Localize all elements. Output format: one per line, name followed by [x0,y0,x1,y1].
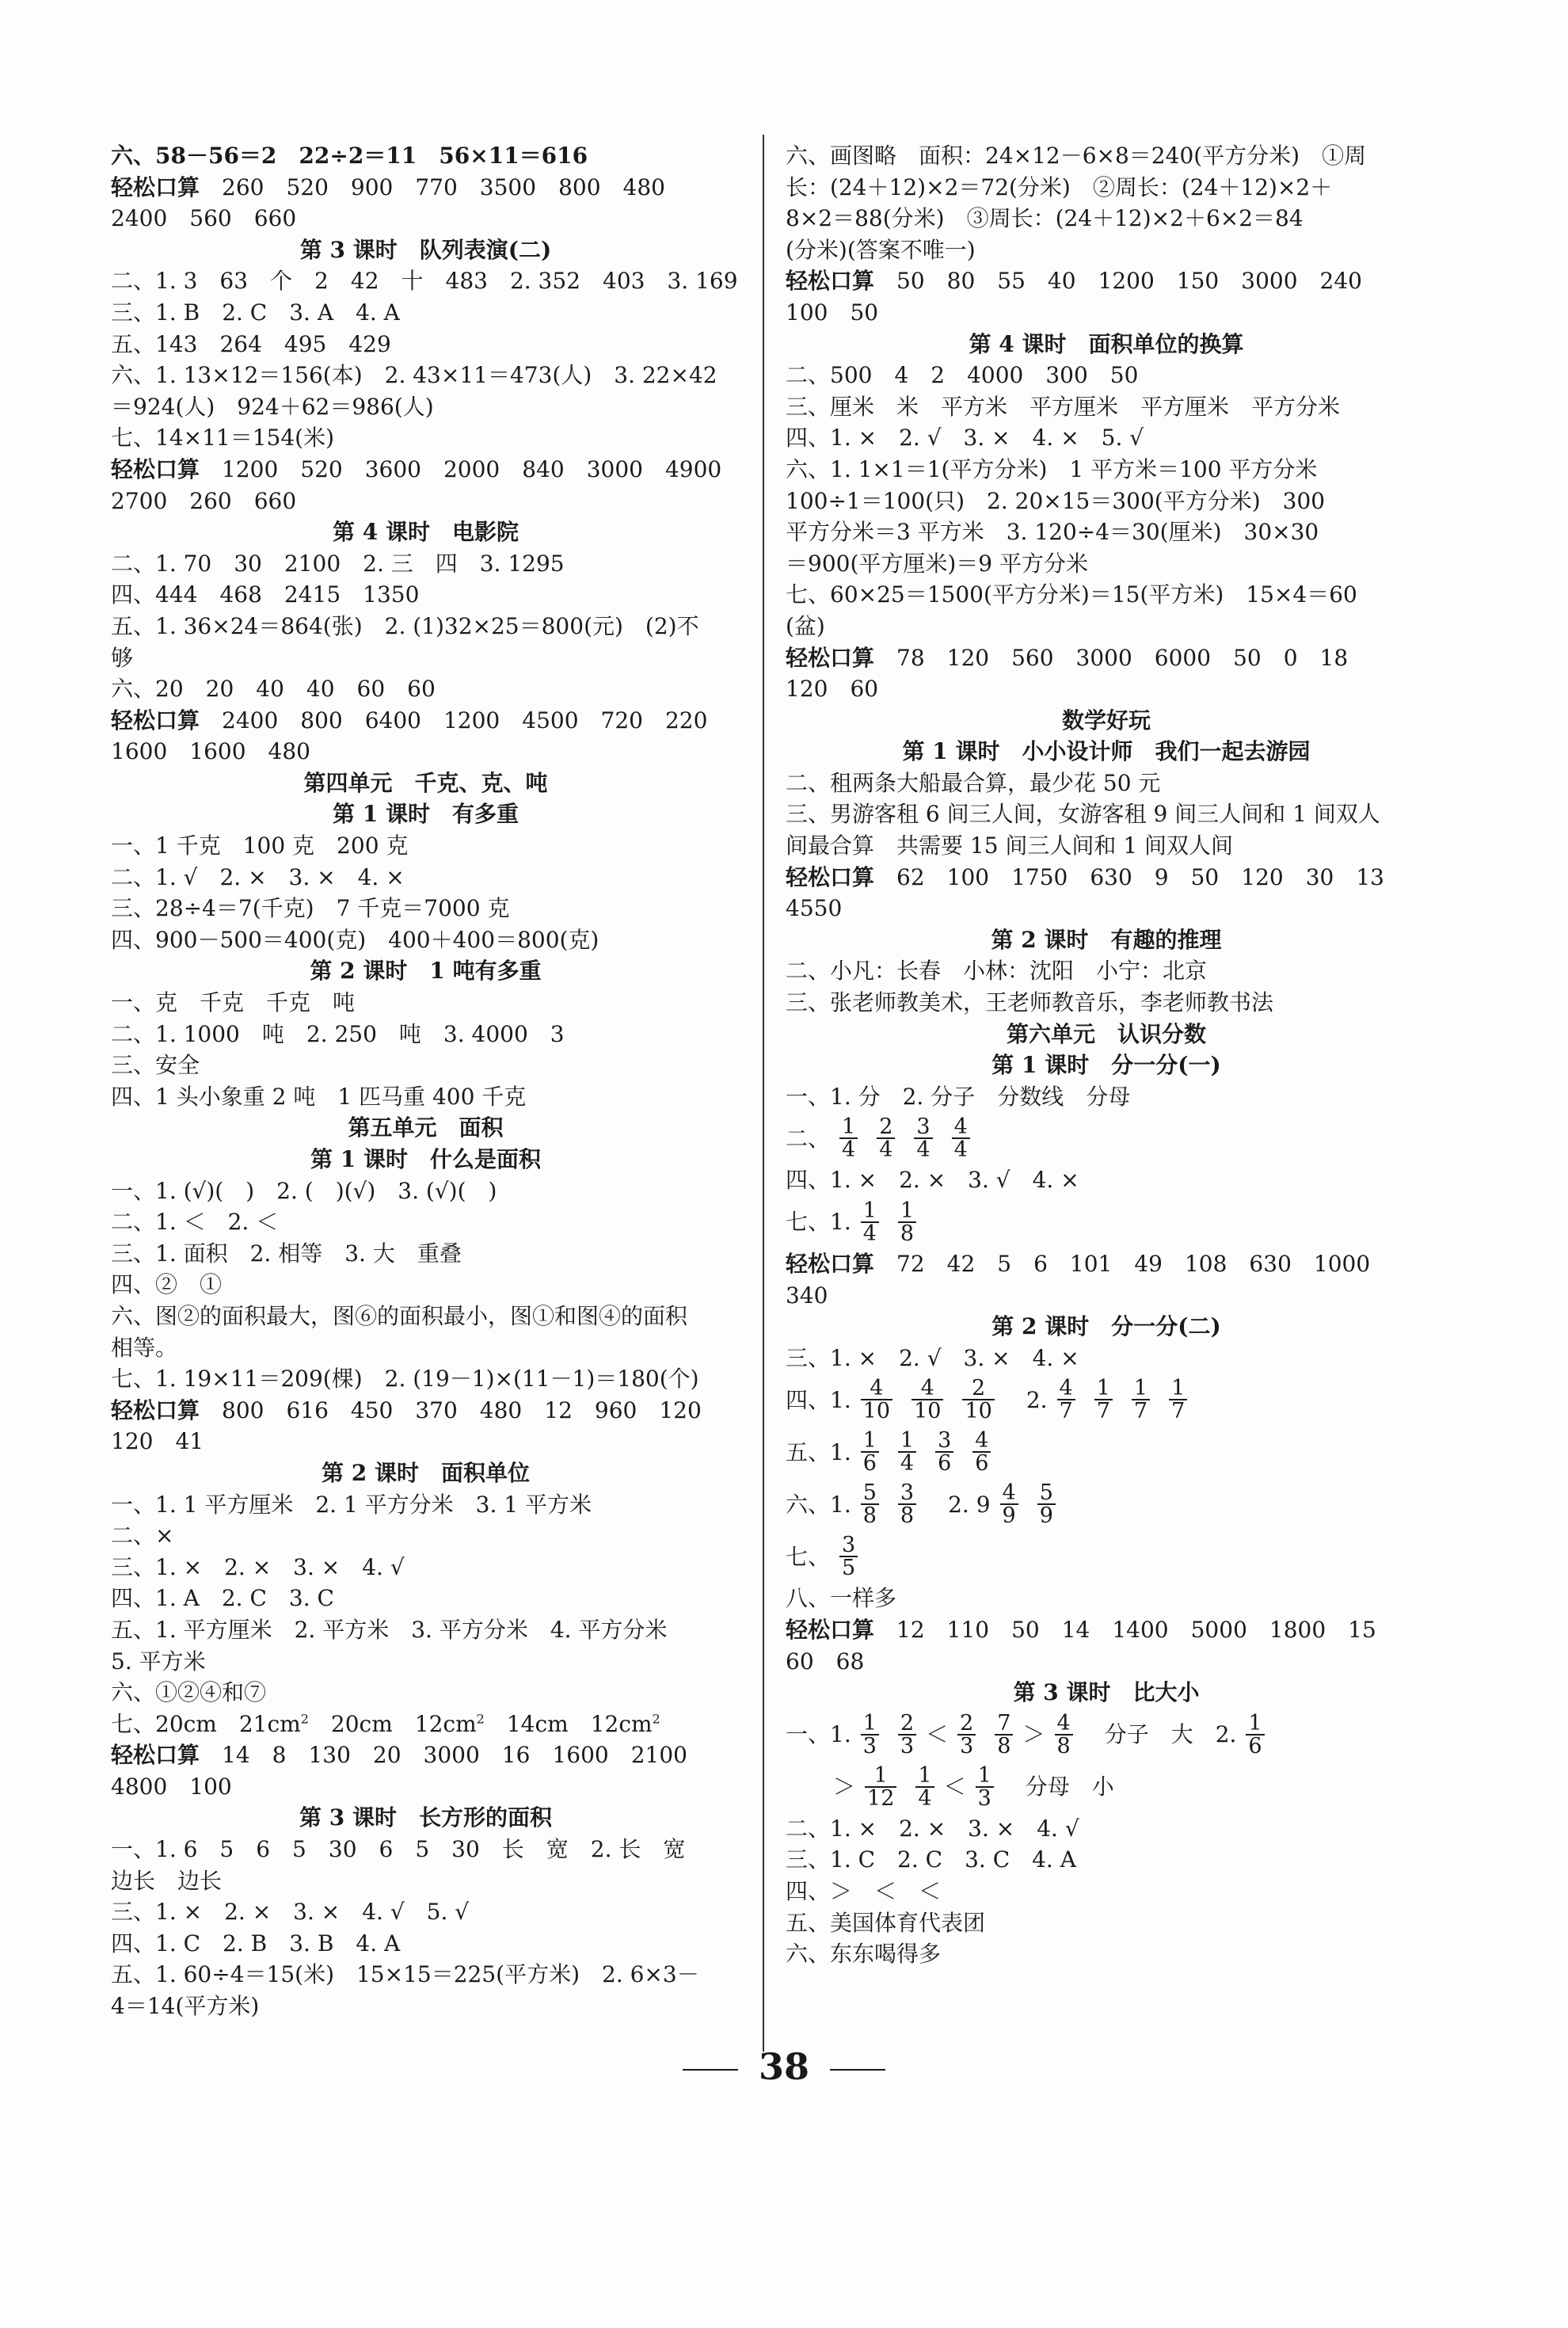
fraction [976,1762,994,1811]
fraction-denominator: 4 [952,1137,970,1160]
answer-line: 五、美国体育代表团 [786,1909,986,1936]
answer-line: 五、1. 平方厘米 2. 平方米 3. 平方分米 4. 平方分米 [111,1616,668,1643]
fraction-numerator: 1 [842,1114,856,1140]
lesson-heading: 第 1 课时 什么是面积 [310,1146,541,1172]
fraction [861,1200,879,1244]
answer-line: 三、1. C 2. C 3. C 4. A [786,1846,1076,1873]
fraction-numerator: 1 [977,1762,991,1788]
answer-line: 二、1. 1000 吨 2. 250 吨 3. 4000 3 [111,1020,565,1047]
fraction-numerator: 1 [873,1762,888,1788]
fraction-numerator: 7 [997,1710,1011,1736]
fraction-numerator: 3 [842,1533,856,1558]
answer-line: 二、1. × 2. × 3. × 4. √ [786,1815,1079,1842]
fraction-numerator: 4 [975,1428,989,1454]
fraction-denominator: 8 [1055,1734,1073,1757]
fraction-numerator: 4 [953,1114,968,1140]
fraction [914,1114,932,1163]
lesson-heading: 第 4 课时 面积单位的换算 [969,330,1244,357]
answer-line: 三、男游客租 6 间三人间，女游客租 9 间三人间和 1 间双人 [786,801,1380,828]
kousuan-label: 轻松口算 [111,707,200,733]
fraction [1132,1377,1150,1422]
fraction-numerator: 1 [900,1198,915,1223]
answer-line: 四、＞ ＜ ＜ [786,1877,942,1904]
page-number: 38 [0,2052,1568,2083]
fraction-numerator: 1 [1248,1710,1262,1736]
answer-line: 平方分米＝3 平方米 3. 120÷4＝30(厘米) 30×30 [786,519,1319,546]
fraction [935,1430,953,1474]
kousuan-label: 轻松口算 [111,455,200,482]
answer-line: 120 60 [786,676,879,703]
fraction-numerator: 1 [1096,1376,1110,1401]
fraction-denominator: 12 [865,1786,896,1809]
fraction-numerator: 3 [938,1428,952,1454]
fraction-numerator: 2 [960,1710,974,1736]
lesson-heading: 第 3 课时 长方形的面积 [299,1804,552,1831]
answer-line: 四、1. × 2. × 3. √ 4. × [786,1167,1079,1194]
fraction [861,1377,892,1422]
answer-line: 三、1. × 2. √ 3. × 4. × [786,1344,1079,1371]
answer-line: 相等。 [111,1334,178,1361]
answer-line: 六、东东喝得多 [786,1941,942,1968]
answer-line: 七、20cm $21cm^2$ 20cm $12cm^2$ 14cm $12cm^2$ [111,1710,660,1737]
fraction [861,1430,879,1474]
kousuan-label: 轻松口算 [111,1742,200,1769]
fraction [1246,1710,1264,1758]
fraction [1094,1377,1113,1422]
answer-line: 八、一样多 [786,1585,897,1612]
fraction-denominator: 3 [861,1734,879,1757]
fraction-denominator: 6 [1246,1734,1264,1757]
answer-line: 二、1. ＜ 2. ＜ [111,1209,279,1236]
fraction-line: ＞ $\frac{1}{12}$ $\frac{1}{4}$ ＜ $\frac{1}{3}$ 分母 小 [833,1762,1114,1811]
answer-line: 五、1. 36×24＝864(张) 2. (1)32×25＝800(元) (2)不 [111,612,699,639]
answer-line: 四、1. A 2. C 3. C [111,1585,334,1612]
answer-line: 三、28÷4＝7(千克) 7 千克＝7000 克 [111,895,510,922]
answer-line: 2700 260 660 [111,487,297,514]
fraction-denominator: 7 [1169,1399,1187,1422]
fraction [1055,1710,1073,1758]
lesson-heading: 第 1 课时 分一分(一) [991,1052,1221,1079]
kousuan-label: 轻松口算 [786,863,875,890]
lesson-heading: 第 1 课时 有多重 [333,801,519,828]
answer-line: 一、1 千克 100 克 200 克 [111,833,409,859]
fraction-numerator: 1 [862,1198,877,1223]
lesson-heading: 第 4 课时 电影院 [333,519,519,546]
answer-line: 三、1. B 2. C 3. A 4. A [111,299,400,326]
answer-line: 二、1. √ 2. × 3. × 4. × [111,863,405,890]
page-number-dash [683,2069,738,2071]
fraction-denominator: 7 [1132,1399,1150,1422]
fraction-denominator: 8 [861,1503,879,1526]
answer-line: 够 [111,644,134,671]
answer-line: 三、1. 面积 2. 相等 3. 大 重叠 [111,1240,462,1267]
answer-line: 轻松口算 2400 800 6400 1200 4500 720 220 [111,707,708,733]
fraction-numerator: 4 [870,1376,884,1401]
answer-line: 轻松口算 260 520 900 770 3500 800 480 [111,173,665,200]
unit-heading: 第六单元 认识分数 [1006,1020,1206,1047]
lesson-heading: 第 1 课时 小小设计师 我们一起去游园 [902,738,1311,765]
kousuan-label: 轻松口算 [786,644,875,671]
kousuan-label: 轻松口算 [111,1396,200,1423]
lesson-heading: 第 2 课时 分一分(二) [991,1313,1221,1340]
fraction-numerator: 1 [862,1710,877,1736]
fraction-denominator: 4 [877,1137,895,1160]
fraction-denominator: 5 [839,1556,858,1579]
answer-line: 4＝14(平方米) [111,1993,260,2020]
fraction-numerator: 2 [879,1114,893,1140]
fraction [839,1114,858,1163]
answer-line: 三、厘米 米 平方米 平方厘米 平方厘米 平方分米 [786,393,1341,420]
fraction-numerator: 1 [1133,1376,1148,1401]
answer-line: 三、张老师教美术，王老师教音乐，李老师教书法 [786,989,1274,1016]
answer-line: 100÷1＝100(只) 2. 20×15＝300(平方分米) 300 [786,487,1326,514]
fraction [957,1710,976,1758]
answer-line: 二、1. 70 30 2100 2. 三 四 3. 1295 [111,550,565,577]
answer-line: 轻松口算 800 616 450 370 480 12 960 120 [111,1396,702,1423]
fraction [1169,1377,1187,1422]
fraction-numerator: 5 [862,1480,877,1506]
answer-line: 五、1. 60÷4＝15(米) 15×15＝225(平方米) 2. 6×3－ [111,1961,699,1988]
fraction [952,1114,970,1163]
fraction-denominator: 6 [861,1451,879,1474]
fraction-denominator: 9 [1037,1503,1056,1526]
fraction-denominator: 10 [962,1399,994,1422]
lesson-heading: 第 3 课时 队列表演(二) [299,236,552,263]
fraction [972,1430,991,1474]
fraction-numerator: 2 [972,1376,986,1401]
fraction [1057,1377,1075,1422]
answer-line: 六、58－56＝2 22÷2＝11 56×11＝616 [111,143,588,169]
fraction-denominator: 7 [1094,1399,1113,1422]
kousuan-label: 轻松口算 [786,1616,875,1643]
answer-line: 轻松口算 62 100 1750 630 9 50 120 30 13 [786,863,1384,890]
fraction [995,1710,1013,1758]
answer-line: 四、1. C 2. B 3. B 4. A [111,1930,401,1957]
fraction-numerator: 3 [900,1480,915,1506]
answer-line: 4550 [786,895,843,922]
fraction [1000,1480,1018,1529]
right-column [786,140,1427,1970]
fraction-numerator: 4 [1002,1480,1016,1506]
answer-line: 四、900－500＝400(克) 400＋400＝800(克) [111,926,599,953]
answer-line: 5. 平方米 [111,1648,206,1675]
fraction [1037,1480,1056,1529]
fraction-line: 四、1. $\frac{4}{10}$ $\frac{4}{10}$ $\frac{2}{10}$ 2. $\frac{4}{7}$ $\frac{1}{7}$ $\frac{1}{7}$ $\frac{1}{7}$ [786,1374,1427,1426]
answer-line: 轻松口算 50 80 55 40 1200 150 3000 240 [786,268,1362,295]
kousuan-label: 轻松口算 [786,1251,875,1277]
fraction [915,1762,934,1811]
fraction-line: 二、 $\frac{1}{4}$ $\frac{2}{4}$ $\frac{3}{4}$ $\frac{4}{4}$ [786,1112,1427,1164]
answer-line: 边长 边长 [111,1867,223,1894]
answer-line: 轻松口算 12 110 50 14 1400 5000 1800 15 [786,1616,1376,1643]
answer-line: 轻松口算 78 120 560 3000 6000 50 0 18 [786,644,1349,671]
fraction-denominator: 4 [914,1137,932,1160]
fraction [962,1377,994,1422]
fraction-numerator: 4 [920,1376,934,1401]
fraction-numerator: 1 [900,1428,915,1454]
fraction-numerator: 5 [1039,1480,1053,1506]
fraction-denominator: 6 [935,1451,953,1474]
answer-line: 120 41 [111,1428,204,1455]
fraction-line: 六、1. $\frac{5}{8}$ $\frac{3}{8}$ 2. 9 $\frac{4}{9}$ $\frac{5}{9}$ [786,1478,1427,1530]
answer-line: (盆) [786,612,825,639]
fraction-numerator: 4 [1059,1376,1073,1401]
answer-line: 二、租两条大船最合算，最少花 50 元 [786,769,1161,796]
fraction-numerator: 1 [1171,1376,1186,1401]
answer-line: 一、1. 6 5 6 5 30 6 5 30 长 宽 2. 长 宽 [111,1836,686,1863]
fraction [898,1430,916,1474]
fraction-denominator: 4 [839,1137,858,1160]
answer-line: 60 68 [786,1648,865,1675]
answer-line: 六、图②的面积最大，图⑥的面积最小，图①和图④的面积 [111,1302,688,1329]
answer-line: 六、画图略 面积：24×12－6×8＝240(平方分米) ①周 [786,143,1367,169]
fraction-numerator: 2 [900,1710,915,1736]
fraction [861,1710,879,1758]
kousuan-label: 轻松口算 [111,173,200,200]
fraction [861,1480,879,1529]
answer-line: 三、安全 [111,1052,200,1079]
fraction [898,1710,916,1758]
fraction-denominator: 8 [898,1221,916,1244]
answer-line: 二、500 4 2 4000 300 50 [786,362,1139,389]
answer-line: ＝924(人) 924＋62＝986(人) [111,393,434,420]
unit-heading: 第五单元 面积 [348,1114,504,1141]
answer-line: 340 [786,1282,828,1309]
answer-line: 一、克 千克 千克 吨 [111,989,356,1016]
answer-line: 六、1. 13×12＝156(本) 2. 43×11＝473(人) 3. 22×42 [111,362,717,389]
fraction-denominator: 3 [976,1786,994,1809]
fraction-denominator: 10 [911,1399,943,1422]
answer-line: 七、14×11＝154(米) [111,425,335,452]
fraction-line: 五、1. $\frac{1}{6}$ $\frac{1}{4}$ $\frac{3}{6}$ $\frac{4}{6}$ [786,1426,1427,1478]
answer-line: 8×2＝88(分米) ③周长：(24＋12)×2＋6×2＝84 [786,205,1303,232]
unit-heading: 第四单元 千克、克、吨 [303,769,548,796]
fraction-denominator: 4 [898,1451,916,1474]
fraction-line: 七、1. $\frac{1}{4}$ $\frac{1}{8}$ [786,1196,1427,1248]
answer-line: 一、1. 分 2. 分子 分数线 分母 [786,1083,1131,1110]
answer-line: (分米)(答案不唯一) [786,236,976,263]
answer-line: 二、× [111,1522,174,1549]
fraction [877,1114,895,1163]
fraction-denominator: 8 [995,1734,1013,1757]
answer-line: 四、1 头小象重 2 吨 1 匹马重 400 千克 [111,1083,527,1110]
fraction-denominator: 4 [915,1786,934,1809]
answer-line: 四、② ① [111,1271,223,1298]
fraction-denominator: 9 [1000,1503,1018,1526]
answer-line: 四、1. × 2. √ 3. × 4. × 5. √ [786,425,1144,452]
fraction-numerator: 1 [918,1762,932,1788]
answer-line: 七、1. 19×11＝209(棵) 2. (19－1)×(11－1)＝180(个) [111,1366,699,1393]
answer-line: 1600 1600 480 [111,738,310,765]
fraction [898,1480,916,1529]
answer-line: 四、444 468 2415 1350 [111,581,420,608]
column-divider [763,135,764,2052]
fraction-denominator: 7 [1057,1399,1075,1422]
answer-line: 一、1. (√)( ) 2. ( )(√) 3. (√)( ) [111,1177,497,1204]
answer-line: 六、20 20 40 40 60 60 [111,676,436,703]
left-column [111,140,740,2022]
lesson-heading: 第 2 课时 面积单位 [322,1459,530,1486]
answer-line: 轻松口算 72 42 5 6 101 49 108 630 1000 [786,1251,1371,1277]
answer-line: 100 50 [786,299,879,326]
fraction [839,1534,858,1579]
answer-line: 轻松口算 1200 520 3600 2000 840 3000 4900 [111,455,722,482]
answer-line: 二、小凡：长春 小林：沈阳 小宁：北京 [786,958,1208,985]
answer-line: 六、1. 1×1＝1(平方分米) 1 平方米＝100 平方分米 [786,455,1318,482]
fraction [898,1200,916,1244]
answer-line: 长：(24＋12)×2＝72(分米) ②周长：(24＋12)×2＋ [786,173,1333,200]
answer-line: 三、1. × 2. × 3. × 4. √ 5. √ [111,1899,470,1926]
answer-line: 三、1. × 2. × 3. × 4. √ [111,1553,405,1580]
fraction-denominator: 3 [898,1734,916,1757]
answer-line: 六、①②④和⑦ [111,1679,267,1706]
fraction-line: 七、 $\frac{3}{5}$ [786,1530,1427,1583]
answer-line: 2400 560 660 [111,205,297,232]
lesson-heading: 第 2 课时 有趣的推理 [991,926,1222,953]
fraction [911,1377,943,1422]
fraction-numerator: 1 [862,1428,877,1454]
unit-heading: 数学好玩 [1061,707,1151,733]
fraction-denominator: 8 [898,1503,916,1526]
lesson-heading: 第 3 课时 比大小 [1013,1679,1200,1706]
answer-line: 4800 100 [111,1773,232,1800]
answer-line: 七、60×25＝1500(平方分米)＝15(平方米) 15×4＝60 [786,581,1357,608]
answer-line: 二、1. 3 63 个 2 42 十 483 2. 352 403 3. 169 [111,268,738,295]
answer-line: 轻松口算 14 8 130 20 3000 16 1600 2100 [111,1742,687,1769]
answer-line: 一、1. 1 平方厘米 2. 1 平方分米 3. 1 平方米 [111,1491,592,1518]
page-number-dash [830,2069,885,2071]
fraction-denominator: 3 [957,1734,976,1757]
fraction-denominator: 6 [972,1451,991,1474]
answer-line: 间最合算 共需要 15 间三人间和 1 间双人间 [786,833,1234,859]
fraction [865,1762,896,1811]
fraction-numerator: 3 [916,1114,931,1140]
kousuan-label: 轻松口算 [786,268,875,295]
lesson-heading: 第 2 课时 1 吨有多重 [310,958,542,985]
fraction-line: 一、1. $\frac{1}{3}$ $\frac{2}{3}$ ＜ $\frac{2}{3}$ $\frac{7}{8}$ ＞ $\frac{4}{8}$ 分子 大 2. $\frac{1}{6}$ [786,1709,1427,1761]
answer-line: 五、143 264 495 429 [111,330,391,357]
fraction-denominator: 10 [861,1399,892,1422]
answer-line: ＝900(平方厘米)＝9 平方分米 [786,550,1089,577]
fraction-denominator: 4 [861,1221,879,1244]
fraction-numerator: 4 [1056,1710,1071,1736]
